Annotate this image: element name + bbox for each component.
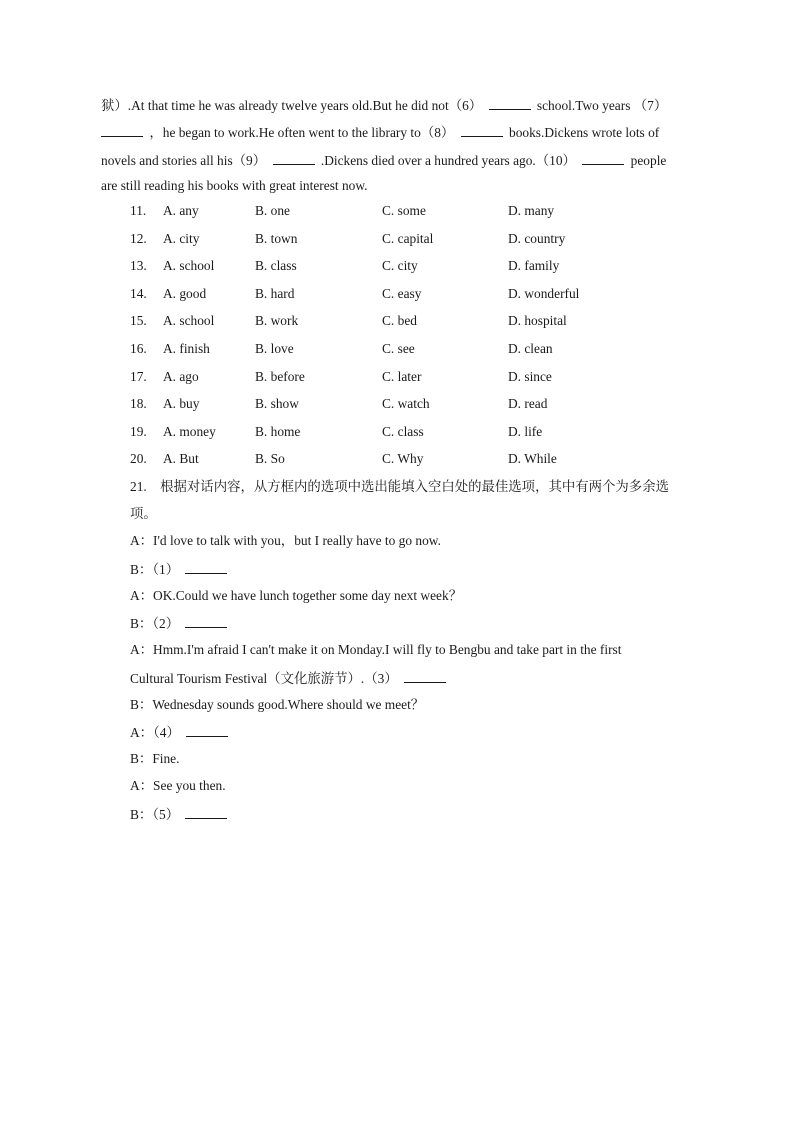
passage-line-2 xyxy=(101,123,701,142)
option-a: A. city xyxy=(163,231,200,246)
option-row-14 xyxy=(0,285,794,303)
passage-text: ，he began to work.He often went to the library to（8） xyxy=(149,125,455,140)
question-number: 16. xyxy=(130,341,147,356)
dialog-line-7: B：Wednesday sounds good.Where should we meet？ xyxy=(130,697,425,712)
option-b: B. town xyxy=(255,231,298,246)
option-d: D. While xyxy=(508,451,557,466)
question-number: 15. xyxy=(130,313,147,328)
dialog-text: Cultural Tourism Festival（文化旅游节）.（3） xyxy=(130,671,398,686)
question-number: 12. xyxy=(130,231,147,246)
option-b: B. hard xyxy=(255,286,295,301)
option-c: C. see xyxy=(382,341,415,356)
dialog-text: A：（4） xyxy=(130,725,180,740)
dialog-blank-3 xyxy=(404,669,446,683)
option-d: D. wonderful xyxy=(508,286,580,301)
option-row-12 xyxy=(0,230,794,248)
option-b: B. home xyxy=(255,424,301,439)
option-a: A. any xyxy=(163,203,199,218)
option-row-18 xyxy=(0,395,794,413)
option-b: B. show xyxy=(255,396,299,411)
blank-6 xyxy=(489,96,531,110)
option-row-15 xyxy=(0,312,794,330)
option-d: D. read xyxy=(508,396,548,411)
passage-line-4: are still reading his books with great interest now. xyxy=(101,178,368,193)
option-row-11 xyxy=(0,202,794,220)
option-row-19 xyxy=(0,423,794,441)
dialog-line-8 xyxy=(130,723,231,742)
passage-text: people xyxy=(630,153,667,168)
option-c: C. capital xyxy=(382,231,434,246)
option-a: A. But xyxy=(163,451,199,466)
option-c: C. watch xyxy=(382,396,430,411)
passage-text: .Dickens died over a hundred years ago.（10） xyxy=(320,153,576,168)
dialog-text: B：（5） xyxy=(130,807,180,822)
dialog-line-2 xyxy=(130,560,230,579)
dialog-line-11 xyxy=(130,805,230,824)
dialog-line-9: B：Fine. xyxy=(130,751,180,766)
option-a: A. school xyxy=(163,313,215,328)
option-a: A. finish xyxy=(163,341,210,356)
blank-8 xyxy=(461,123,503,137)
option-a: A. good xyxy=(163,286,207,301)
dialog-blank-2 xyxy=(185,614,227,628)
passage-text: books.Dickens wrote lots of xyxy=(509,125,660,140)
passage-line-3 xyxy=(101,151,701,170)
option-b: B. class xyxy=(255,258,297,273)
option-d: D. life xyxy=(508,424,543,439)
passage-text: school.Two years （7） xyxy=(536,98,668,113)
question-21-instruction-cont: 项。 xyxy=(130,506,157,521)
dialog-text: B：（2） xyxy=(130,616,180,631)
option-d: D. family xyxy=(508,258,560,273)
option-d: D. many xyxy=(508,203,555,218)
option-d: D. clean xyxy=(508,341,553,356)
option-a: A. money xyxy=(163,424,216,439)
question-number: 13. xyxy=(130,258,147,273)
dialog-blank-5 xyxy=(185,805,227,819)
option-b: B. work xyxy=(255,313,299,328)
passage-text: novels and stories all his（9） xyxy=(101,153,267,168)
option-b: B. one xyxy=(255,203,290,218)
dialog-line-3: A：OK.Could we have lunch together some day next week？ xyxy=(130,588,463,603)
question-number: 18. xyxy=(130,396,147,411)
option-a: A. buy xyxy=(163,396,200,411)
option-c: C. city xyxy=(382,258,418,273)
dialog-line-10: A：See you then. xyxy=(130,778,226,793)
dialog-line-5: A：Hmm.I'm afraid I can't make it on Monday.I will fly to Bengbu and take part in the first xyxy=(130,642,622,657)
option-row-20 xyxy=(0,450,794,468)
option-c: C. later xyxy=(382,369,422,384)
option-c: C. Why xyxy=(382,451,424,466)
option-b: B. So xyxy=(255,451,285,466)
dialog-text: B：（1） xyxy=(130,562,180,577)
question-number: 11. xyxy=(130,203,147,218)
dialog-line-6 xyxy=(130,669,449,688)
dialog-blank-4 xyxy=(186,723,228,737)
option-d: D. since xyxy=(508,369,552,384)
passage-text: 狱）.At that time he was already twelve years old.But he did not（6） xyxy=(101,98,483,113)
question-number: 17. xyxy=(130,369,147,384)
option-b: B. before xyxy=(255,369,305,384)
option-d: D. country xyxy=(508,231,566,246)
blank-9 xyxy=(273,151,315,165)
option-row-13 xyxy=(0,257,794,275)
option-d: D. hospital xyxy=(508,313,567,328)
dialog-blank-1 xyxy=(185,560,227,574)
option-c: C. easy xyxy=(382,286,422,301)
option-row-17 xyxy=(0,368,794,386)
option-b: B. love xyxy=(255,341,294,356)
blank-10 xyxy=(582,151,624,165)
question-21-instruction: 21. 根据对话内容，从方框内的选项中选出能填入空白处的最佳选项，其中有两个为多余选 xyxy=(130,479,669,494)
passage-line-1 xyxy=(101,96,701,115)
option-c: C. bed xyxy=(382,313,417,328)
option-a: A. school xyxy=(163,258,215,273)
question-number: 19. xyxy=(130,424,147,439)
dialog-line-1: A：I'd love to talk with you，but I really have to go now. xyxy=(130,533,441,548)
option-c: C. class xyxy=(382,424,424,439)
dialog-line-4 xyxy=(130,614,230,633)
blank-7 xyxy=(101,123,143,137)
question-number: 20. xyxy=(130,451,147,466)
option-row-16 xyxy=(0,340,794,358)
option-a: A. ago xyxy=(163,369,199,384)
option-c: C. some xyxy=(382,203,426,218)
question-number: 14. xyxy=(130,286,147,301)
